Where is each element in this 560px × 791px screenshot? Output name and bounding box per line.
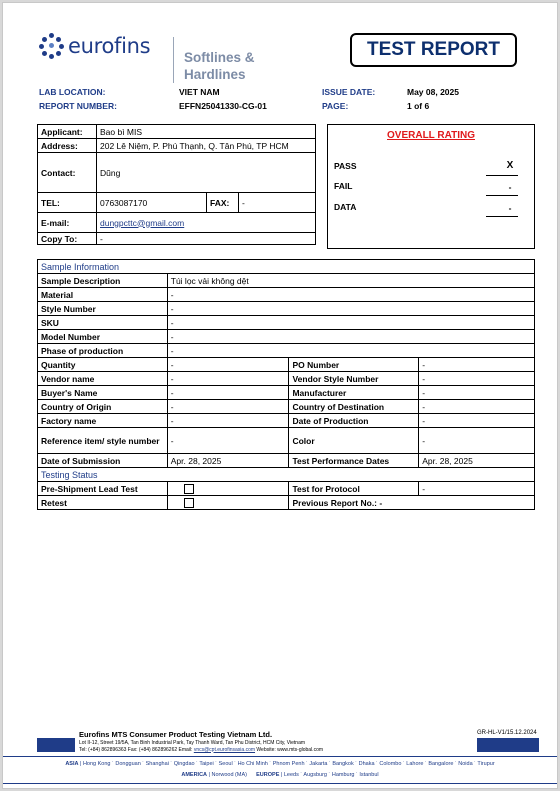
vendor-style-number-value: - xyxy=(419,372,535,386)
copy-to-label: Copy To: xyxy=(38,233,97,245)
report-title: TEST REPORT xyxy=(350,33,517,67)
date-of-production-value: - xyxy=(419,414,535,428)
test-performance-dates-value: Apr. 28, 2025 xyxy=(419,454,535,468)
footer-blue-bar-left xyxy=(37,738,75,752)
footer-company: Eurofins MTS Consumer Product Testing Vietnam Ltd. xyxy=(79,730,273,739)
america-label: AMERICA xyxy=(181,772,208,778)
footer-contact-prefix: Tel: (+84) 862896363 Fax: (+84) 862896262 Email: xyxy=(79,746,193,753)
country-of-origin-value: - xyxy=(167,400,289,414)
footer-contact-line xyxy=(79,747,323,754)
data-label: DATA xyxy=(334,202,357,212)
data-value: - xyxy=(508,203,512,213)
footer-locations-asia xyxy=(3,761,557,767)
email-label: E-mail: xyxy=(38,213,97,233)
pre-shipment-cell xyxy=(167,482,289,496)
retest-cell xyxy=(167,496,289,510)
asia-locations: | Hong Kong ˙ Dongguan ˙ Shanghai ˙ Qingdao ˙ Taipei ˙ Seoul ˙ Ho Chi Minh ˙ Phnom Penh ˙ Jakarta ˙ Bangkok ˙ Dhaka ˙ Colombo ˙ Lahore ˙ Bangalore ˙ Noida ˙ Tirupur xyxy=(80,761,495,767)
address-value: 202 Lê Niệm, P. Phú Thạnh, Q. Tân Phú, TP HCM xyxy=(97,139,316,153)
footer-rule-bottom xyxy=(3,783,557,784)
reference-item-value: - xyxy=(167,428,289,454)
retest-label: Retest xyxy=(38,496,168,510)
report-number-label: REPORT NUMBER: xyxy=(39,101,117,111)
reference-item-label: Reference item/ style number xyxy=(38,428,168,454)
contact-value: Dũng xyxy=(97,153,316,193)
previous-report-value: - xyxy=(379,497,383,508)
footer-locations-west xyxy=(3,772,557,778)
phase-of-production-label: Phase of production xyxy=(38,344,168,358)
sku-label: SKU xyxy=(38,316,168,330)
factory-name-value: - xyxy=(167,414,289,428)
footer-doc-code: GR-HL-V1/15.12.2024 xyxy=(477,730,537,736)
europe-locations: | Leeds ˙ Augsburg ˙ Hamburg ˙ Istanbul xyxy=(280,772,379,778)
page-label: PAGE: xyxy=(322,101,349,111)
eurofins-logo xyxy=(39,33,150,59)
style-number-label: Style Number xyxy=(38,302,168,316)
logo-divider xyxy=(173,37,174,83)
email-link[interactable]: dungpcttc@gmail.com xyxy=(97,213,316,233)
sku-value: - xyxy=(167,316,534,330)
data-line xyxy=(486,216,518,217)
fail-label: FAIL xyxy=(334,181,353,191)
model-number-value: - xyxy=(167,330,534,344)
footer-email-link[interactable]: vncs@cpt.eurofinsasia.com xyxy=(193,746,256,753)
model-number-label: Model Number xyxy=(38,330,168,344)
division-line-2: Hardlines xyxy=(184,67,246,82)
pass-line xyxy=(486,175,518,176)
vendor-name-label: Vendor name xyxy=(38,372,168,386)
applicant-value: Bao bì MIS xyxy=(97,125,316,139)
logo-text: eurofins xyxy=(68,34,151,58)
manufacturer-label: Manufacturer xyxy=(289,386,419,400)
eurofins-dots-icon xyxy=(39,33,65,59)
division-name xyxy=(184,49,255,83)
previous-report-label: Previous Report No.: xyxy=(292,497,378,508)
tel-label: TEL: xyxy=(38,193,97,213)
po-number-label: PO Number xyxy=(289,358,419,372)
pass-value: X xyxy=(506,160,514,171)
test-for-protocol-label: Test for Protocol xyxy=(289,482,419,496)
sample-information-table xyxy=(37,259,535,510)
test-for-protocol-value: - xyxy=(419,482,535,496)
tel-value: 0763087170 xyxy=(97,193,207,213)
date-of-submission-label: Date of Submission xyxy=(38,454,168,468)
page-value: 1 of 6 xyxy=(407,101,430,111)
vendor-name-value: - xyxy=(167,372,289,386)
quantity-value: - xyxy=(167,358,289,372)
retest-checkbox[interactable] xyxy=(184,498,194,508)
footer-rule-top xyxy=(3,756,557,757)
sample-information-heading: Sample Information xyxy=(38,260,535,274)
report-number-value: EFFN25041330-CG-01 xyxy=(179,101,267,111)
fail-value: - xyxy=(508,182,512,192)
fax-value: - xyxy=(239,193,316,213)
applicant-table xyxy=(37,124,316,245)
color-value: - xyxy=(419,428,535,454)
testing-status-heading: Testing Status xyxy=(38,468,535,482)
overall-rating-box xyxy=(327,124,535,249)
country-of-origin-label: Country of Origin xyxy=(38,400,168,414)
footer-blue-bar-right xyxy=(477,738,539,752)
issue-date-label: ISSUE DATE: xyxy=(322,87,376,97)
address-label: Address: xyxy=(38,139,97,153)
division-line-1: Softlines & xyxy=(184,50,255,65)
color-label: Color xyxy=(289,428,419,454)
po-number-value: - xyxy=(419,358,535,372)
country-of-destination-label: Country of Destination xyxy=(289,400,419,414)
fail-line xyxy=(486,195,518,196)
lab-location-value: VIET NAM xyxy=(179,87,220,97)
applicant-label: Applicant: xyxy=(38,125,97,139)
vendor-style-number-label: Vendor Style Number xyxy=(289,372,419,386)
style-number-value: - xyxy=(167,302,534,316)
footer-website: Website: www.mts-global.com xyxy=(256,746,324,753)
date-of-production-label: Date of Production xyxy=(289,414,419,428)
fax-label: FAX: xyxy=(207,193,239,213)
america-locations: | Norwood (MA) xyxy=(208,772,247,778)
material-value: - xyxy=(167,288,534,302)
sample-description-label: Sample Description xyxy=(38,274,168,288)
pre-shipment-label: Pre-Shipment Lead Test xyxy=(38,482,168,496)
pass-label: PASS xyxy=(334,161,357,171)
report-page xyxy=(2,2,558,789)
lab-location-label: LAB LOCATION: xyxy=(39,87,106,97)
sample-description-value: Túi lọc vải không dệt xyxy=(167,274,534,288)
material-label: Material xyxy=(38,288,168,302)
europe-label: EUROPE xyxy=(256,772,280,778)
asia-label: ASIA xyxy=(65,761,79,767)
date-of-submission-value: Apr. 28, 2025 xyxy=(167,454,289,468)
issue-date-value: May 08, 2025 xyxy=(407,87,459,97)
manufacturer-value: - xyxy=(419,386,535,400)
pre-shipment-checkbox[interactable] xyxy=(184,484,194,494)
buyers-name-label: Buyer's Name xyxy=(38,386,168,400)
copy-to-value: - xyxy=(97,233,316,245)
contact-label: Contact: xyxy=(38,153,97,193)
factory-name-label: Factory name xyxy=(38,414,168,428)
country-of-destination-value: - xyxy=(419,400,535,414)
footer-address: Lot II-12, Street 19/5A, Tan Binh Industrial Park, Tay Thanh Ward, Tan Phu District, HCM City, Vietnam xyxy=(79,740,306,746)
quantity-label: Quantity xyxy=(38,358,168,372)
footer-address-block xyxy=(79,740,323,753)
phase-of-production-value: - xyxy=(167,344,534,358)
overall-rating-title: OVERALL RATING xyxy=(387,130,475,141)
previous-report-cell xyxy=(289,496,535,510)
test-performance-dates-label: Test Performance Dates xyxy=(289,454,419,468)
buyers-name-value: - xyxy=(167,386,289,400)
